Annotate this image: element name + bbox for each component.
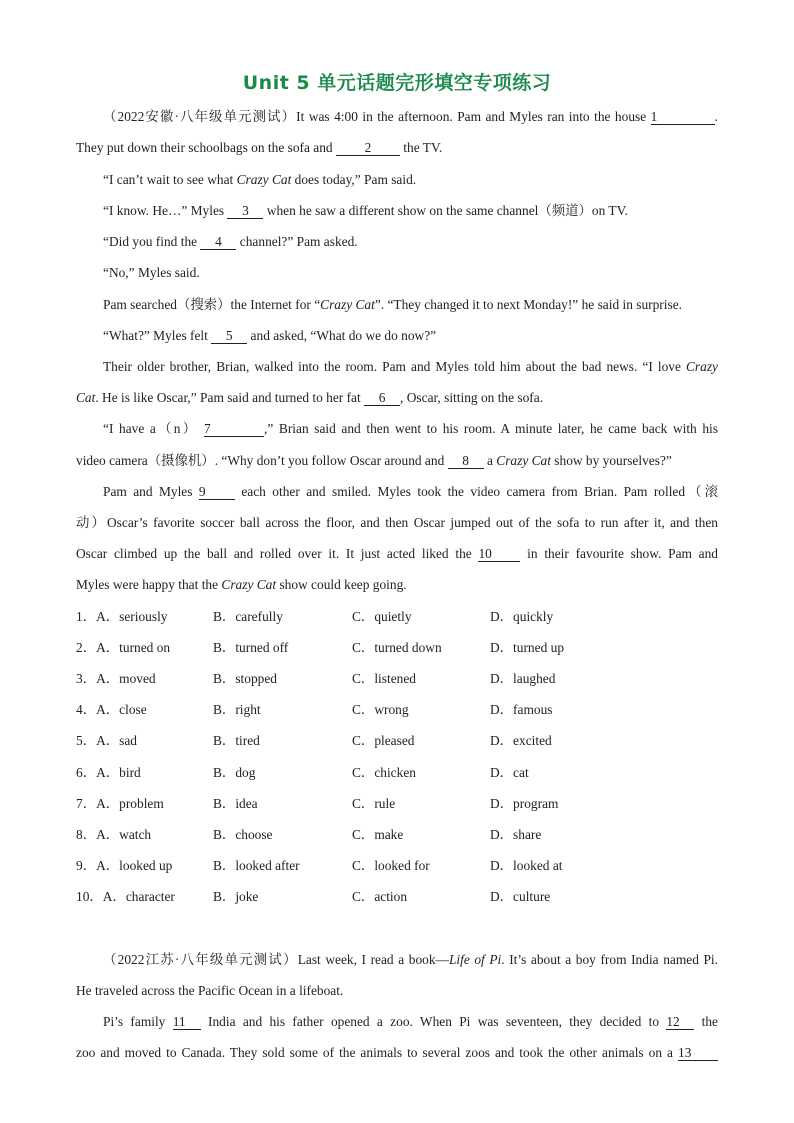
passage1-line-12: video camera（摄像机）. “Why don’t you follow Oscar around and 8 a Crazy Cat show by yourselves?” <box>76 453 672 468</box>
blank-4: 4 <box>200 234 236 250</box>
blank-5: 5 <box>211 328 247 344</box>
question-number: 6． <box>76 764 97 780</box>
question-number: 2． <box>76 640 97 656</box>
passage1-line-1: （2022安徽·八年级单元测试）It was 4:00 in the afternoon. Pam and Myles ran into the house 1 . <box>103 109 718 124</box>
option-row <box>76 795 718 813</box>
blank-8: 8 <box>448 453 484 469</box>
passage1-line-8: “What?” Myles felt 5 and asked, “What do we do now?” <box>103 328 437 343</box>
option-row <box>76 764 718 782</box>
passage2-line-1: （2022江苏·八年级单元测试）Last week, I read a book—Life of Pi. It’s about a boy from India named Pi. <box>103 952 718 967</box>
option-c: C．turned down <box>352 640 442 656</box>
blank-10: 10 <box>478 546 520 562</box>
passage1-line-5: “Did you find the 4 channel?” Pam asked. <box>103 234 358 249</box>
option-b: B．looked after <box>213 857 300 873</box>
page-title: Unit 5 单元话题完形填空专项练习 <box>242 72 552 94</box>
blank-13: 13 <box>678 1045 718 1061</box>
option-b: B．dog <box>213 764 256 780</box>
option-c: C．rule <box>352 795 396 811</box>
option-a: 1．A．seriously <box>76 609 168 624</box>
option-a: 2．A．turned on <box>76 640 171 656</box>
passage1-line-7: Pam searched（搜索）the Internet for “Crazy Cat”. “They changed it to next Monday!” he said in surprise. <box>103 297 682 312</box>
option-d: D．laughed <box>490 671 556 687</box>
option-row <box>76 701 718 719</box>
question-number: 1． <box>76 609 97 624</box>
option-d: D．program <box>490 795 559 811</box>
passage1-line-15: Oscar climbed up the ball and rolled over it. It just acted liked the 10 in their favourite show. Pam and <box>76 546 718 561</box>
option-a: 10．A．character <box>76 888 175 904</box>
question-number: 8． <box>76 826 97 842</box>
blank-1: 1 <box>651 109 715 125</box>
option-b: B．right <box>213 702 261 718</box>
question-number: 7． <box>76 795 97 811</box>
option-b: B．joke <box>213 888 259 904</box>
passage1-line-9: Their older brother, Brian, walked into the room. Pam and Myles told him about the bad news. “I love Crazy <box>103 359 718 374</box>
option-a: 9．A．looked up <box>76 857 173 873</box>
blank-7: 7 <box>204 421 264 437</box>
passage1-line-4: “I know. He…” Myles 3 when he saw a different show on the same channel（频道）on TV. <box>103 203 628 218</box>
question-number: 3． <box>76 671 97 687</box>
option-row <box>76 888 718 906</box>
passage1-line-6: “No,” Myles said. <box>103 265 200 280</box>
option-row <box>76 826 718 844</box>
passage1-line-14: 动）Oscar’s favorite soccer ball across the floor, and then Oscar jumped out of the sofa to run after it, and then <box>76 515 718 530</box>
option-d: D．cat <box>490 764 529 780</box>
passage1-line-3: “I can’t wait to see what Crazy Cat does today,” Pam said. <box>103 172 417 187</box>
option-d: D．share <box>490 826 542 842</box>
passage2-line-4: zoo and moved to Canada. They sold some of the animals to several zoos and took the other animals on a 13 <box>76 1044 718 1062</box>
blank-12: 12 <box>666 1014 694 1030</box>
option-b: B．tired <box>213 733 260 749</box>
option-c: C．chicken <box>352 764 416 780</box>
option-a: 7．A．problem <box>76 795 164 811</box>
blank-2: 2 <box>336 140 400 156</box>
passage2-line-3: Pi’s family 11 India and his father opened a zoo. When Pi was seventeen, they decided to 12 the <box>103 1014 718 1029</box>
option-c: C．wrong <box>352 702 409 718</box>
passage1-line-2: They put down their schoolbags on the sofa and 2 the TV. <box>76 140 443 155</box>
option-row <box>76 608 718 626</box>
blank-6: 6 <box>364 390 400 406</box>
option-b: B．turned off <box>213 640 289 656</box>
passage2-line-2: He traveled across the Pacific Ocean in a lifeboat. <box>76 983 344 998</box>
passage1-line-13: Pam and Myles 9 each other and smiled. Myles took the video camera from Brian. Pam rolled（滚 <box>103 484 718 499</box>
option-b: B．stopped <box>213 671 277 687</box>
option-c: C．quietly <box>352 609 412 624</box>
option-d: D．culture <box>490 888 551 904</box>
option-c: C．pleased <box>352 733 415 749</box>
option-a: 8．A．watch <box>76 826 152 842</box>
option-row <box>76 670 718 688</box>
option-b: B．carefully <box>213 609 283 624</box>
option-d: D．turned up <box>490 640 565 656</box>
question-number: 5． <box>76 733 97 749</box>
option-d: D．looked at <box>490 857 563 873</box>
option-d: D．excited <box>490 733 552 749</box>
option-a: 4．A．close <box>76 702 147 718</box>
question-number: 9． <box>76 857 97 873</box>
option-row <box>76 857 718 875</box>
option-c: C．make <box>352 826 404 842</box>
option-b: B．idea <box>213 795 258 811</box>
option-row <box>76 732 718 750</box>
source-tag: （2022江苏·八年级单元测试） <box>103 952 298 967</box>
option-d: D．famous <box>490 702 553 718</box>
question-number: 10． <box>76 888 103 904</box>
blank-11: 11 <box>173 1014 201 1030</box>
option-d: D．quickly <box>490 609 554 624</box>
option-a: 6．A．bird <box>76 764 141 780</box>
option-c: C．action <box>352 888 408 904</box>
option-row <box>76 639 718 657</box>
blank-3: 3 <box>227 203 263 219</box>
passage1-line-16: Myles were happy that the Crazy Cat show could keep going. <box>76 577 407 592</box>
passage1-line-10: Cat. He is like Oscar,” Pam said and turned to her fat 6 , Oscar, sitting on the sofa. <box>76 390 544 405</box>
option-c: C．listened <box>352 671 416 687</box>
option-a: 3．A．moved <box>76 671 156 687</box>
option-c: C．looked for <box>352 857 430 873</box>
blank-9: 9 <box>199 484 235 500</box>
option-b: B．choose <box>213 826 273 842</box>
source-tag: （2022安徽·八年级单元测试） <box>103 109 297 124</box>
question-number: 4． <box>76 702 97 718</box>
passage1-line-11: “I have a（n） 7 ,” Brian said and then went to his room. A minute later, he came back with his <box>103 421 718 436</box>
option-a: 5．A．sad <box>76 733 138 749</box>
